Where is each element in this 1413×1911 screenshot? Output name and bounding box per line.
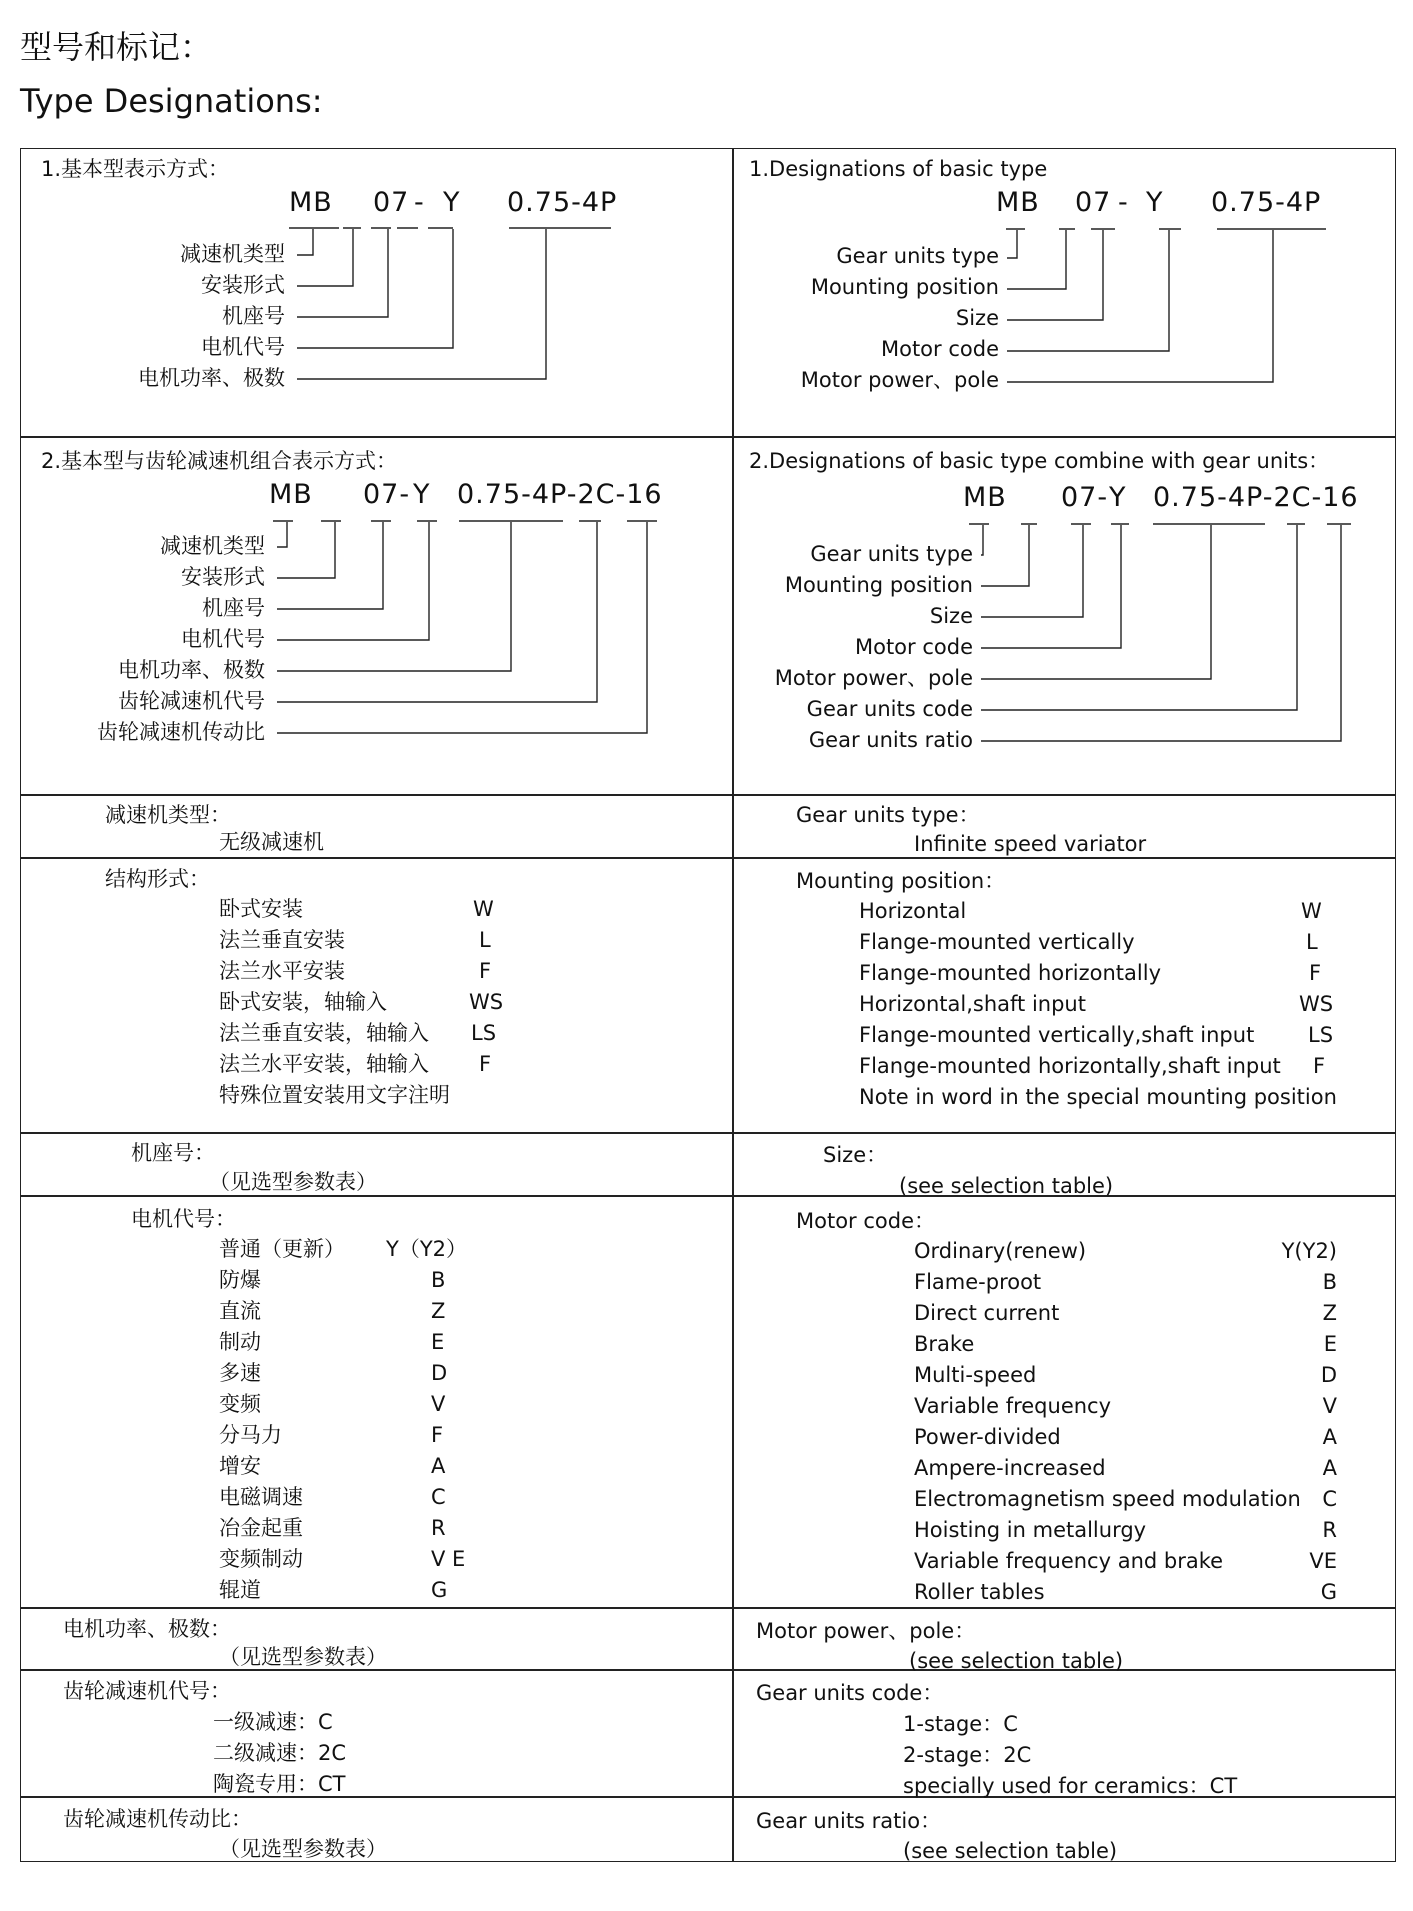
sec1-en-label-power: Motor power、pole bbox=[800, 368, 999, 392]
motor-code-en-row: Power-divided bbox=[914, 1425, 1061, 1449]
motor-power-cn-heading: 电机功率、极数： bbox=[63, 1617, 231, 1641]
gear-code-cn-row: 陶瓷专用：CT bbox=[213, 1772, 346, 1796]
mounting-en-row: Flange-mounted vertically bbox=[859, 930, 1135, 954]
sec2-en-code-mb: MB bbox=[963, 482, 1007, 513]
motor-code-cn-code: V E bbox=[431, 1547, 466, 1571]
motor-code-cn-row: 电磁调速 bbox=[219, 1485, 303, 1509]
row-divider bbox=[21, 857, 1395, 859]
motor-code-cn-row: 普通（更新） bbox=[219, 1237, 345, 1261]
motor-code-en-row: Direct current bbox=[914, 1301, 1060, 1325]
motor-code-cn-row: 分马力 bbox=[219, 1423, 282, 1447]
sec1-cn-label-type: 减速机类型 bbox=[180, 242, 285, 266]
mounting-en-row: Note in word in the special mounting position bbox=[859, 1085, 1337, 1109]
gear-ratio-en-value: (see selection table) bbox=[903, 1839, 1118, 1863]
motor-code-en-code: R bbox=[1322, 1518, 1337, 1542]
sec1-en-label-size: Size bbox=[955, 306, 999, 330]
gear-type-en-heading: Gear units type： bbox=[796, 803, 980, 827]
size-cn-heading: 机座号： bbox=[131, 1141, 215, 1165]
sec2-en-code-power: 0.75-4P-2C-16 bbox=[1153, 482, 1359, 513]
motor-code-cn-code: E bbox=[431, 1330, 445, 1354]
mounting-en-code: WS bbox=[1299, 992, 1334, 1016]
motor-code-cn-row: 辊道 bbox=[219, 1578, 261, 1602]
row-divider bbox=[21, 1607, 1395, 1609]
mounting-en-code: F bbox=[1313, 1054, 1326, 1078]
gear-code-en-row: 1-stage：C bbox=[903, 1712, 1018, 1736]
motor-code-cn-row: 变频 bbox=[219, 1392, 261, 1416]
page-title-en: Type Designations: bbox=[20, 82, 323, 120]
sec1-cn-code-motor: Y bbox=[443, 187, 461, 218]
motor-code-en-row: Flame-proot bbox=[914, 1270, 1042, 1294]
mounting-cn-row: 法兰水平安装，轴输入 bbox=[219, 1052, 429, 1076]
gear-ratio-en-heading: Gear units ratio： bbox=[756, 1809, 942, 1833]
mounting-cn-code: W bbox=[473, 897, 494, 921]
sec2-cn-label-size: 机座号 bbox=[202, 596, 265, 620]
motor-code-cn-row: 防爆 bbox=[219, 1268, 261, 1292]
sec1-cn-heading: 1.基本型表示方式： bbox=[41, 157, 230, 181]
sec2-en-code-motor: Y bbox=[1109, 482, 1127, 513]
sec1-cn-code-power: 0.75-4P bbox=[507, 187, 618, 218]
sec1-cn-code-mb: MB bbox=[289, 187, 333, 218]
sec2-en-label-motor-code: Motor code bbox=[854, 635, 973, 659]
motor-code-en-code: VE bbox=[1309, 1549, 1337, 1573]
mounting-en-heading: Mounting position： bbox=[796, 869, 1006, 893]
motor-code-cn-code: Z bbox=[431, 1299, 446, 1323]
mounting-en-code: W bbox=[1301, 899, 1322, 923]
sec1-cn-label-motor-code: 电机代号 bbox=[201, 335, 285, 359]
sec1-cn-label-size: 机座号 bbox=[222, 304, 285, 328]
motor-code-en-row: Brake bbox=[914, 1332, 975, 1356]
gear-type-en-value: Infinite speed variator bbox=[914, 832, 1147, 856]
motor-code-en-code: C bbox=[1322, 1487, 1337, 1511]
mounting-cn-code: LS bbox=[471, 1021, 497, 1045]
size-en-value: (see selection table) bbox=[899, 1174, 1114, 1198]
mounting-en-row: Flange-mounted horizontally bbox=[859, 961, 1162, 985]
sec2-en-heading: 2.Designations of basic type combine with gear units： bbox=[749, 449, 1330, 473]
motor-power-en-heading: Motor power、pole： bbox=[756, 1619, 976, 1643]
motor-code-en-code: Z bbox=[1322, 1301, 1337, 1325]
gear-code-cn-row: 一级减速：C bbox=[213, 1710, 333, 1734]
sec1-en-label-type: Gear units type bbox=[836, 244, 999, 268]
gear-code-cn-heading: 齿轮减速机代号： bbox=[63, 1679, 231, 1703]
sec2-cn-code-power: 0.75-4P-2C-16 bbox=[457, 479, 663, 510]
motor-code-cn-heading: 电机代号： bbox=[131, 1207, 236, 1231]
mounting-cn-code: L bbox=[479, 928, 491, 952]
motor-code-en-code: Y(Y2) bbox=[1281, 1239, 1337, 1263]
designation-table bbox=[20, 148, 1396, 1862]
motor-code-en-heading: Motor code： bbox=[796, 1209, 936, 1233]
motor-code-cn-row: 增安 bbox=[219, 1454, 261, 1478]
motor-code-en-code: G bbox=[1320, 1580, 1337, 1604]
motor-code-cn-code: C bbox=[431, 1485, 446, 1509]
mounting-en-code: LS bbox=[1308, 1023, 1334, 1047]
mounting-en-row: Flange-mounted vertically,shaft input bbox=[859, 1023, 1255, 1047]
motor-code-cn-row: 变频制动 bbox=[219, 1547, 303, 1571]
sec2-en-label-gear-ratio: Gear units ratio bbox=[808, 728, 973, 752]
motor-code-en-code: D bbox=[1320, 1363, 1337, 1387]
mounting-cn-row: 法兰垂直安装 bbox=[219, 928, 345, 952]
motor-code-cn-code: Y（Y2） bbox=[386, 1237, 468, 1261]
motor-code-en-code: V bbox=[1322, 1394, 1337, 1418]
motor-code-en-row: Hoisting in metallurgy bbox=[914, 1518, 1147, 1542]
mounting-cn-heading: 结构形式： bbox=[105, 867, 210, 891]
mounting-en-row: Horizontal,shaft input bbox=[859, 992, 1086, 1016]
sec1-cn-label-power: 电机功率、极数 bbox=[138, 366, 285, 390]
motor-code-en-code: E bbox=[1323, 1332, 1337, 1356]
motor-code-en-row: Electromagnetism speed modulation bbox=[914, 1487, 1301, 1511]
motor-code-cn-code: F bbox=[431, 1423, 444, 1447]
mounting-cn-row: 特殊位置安装用文字注明 bbox=[219, 1083, 450, 1107]
row-divider bbox=[21, 1195, 1395, 1197]
sec2-en-code-size: 07- bbox=[1061, 482, 1109, 513]
mounting-cn-row: 卧式安装 bbox=[219, 897, 303, 921]
motor-code-cn-code: R bbox=[431, 1516, 446, 1540]
gear-code-en-row: 2-stage：2C bbox=[903, 1743, 1032, 1767]
sec2-cn-label-power: 电机功率、极数 bbox=[118, 658, 265, 682]
mounting-cn-row: 法兰水平安装 bbox=[219, 959, 345, 983]
sec2-en-label-type: Gear units type bbox=[810, 542, 973, 566]
sec2-cn-label-type: 减速机类型 bbox=[160, 534, 265, 558]
sec1-en-code-power: 0.75-4P bbox=[1211, 187, 1322, 218]
motor-power-en-value: (see selection table) bbox=[909, 1649, 1124, 1673]
motor-code-cn-code: V bbox=[431, 1392, 446, 1416]
sec1-cn-label-mounting: 安装形式 bbox=[201, 273, 285, 297]
sec1-en-code-motor: Y bbox=[1146, 187, 1164, 218]
mounting-en-code: L bbox=[1306, 930, 1318, 954]
page-title-cn: 型号和标记： bbox=[20, 28, 213, 66]
motor-code-cn-code: A bbox=[431, 1454, 446, 1478]
mounting-cn-row: 卧式安装，轴输入 bbox=[219, 990, 387, 1014]
sec2-cn-code-mb: MB bbox=[269, 479, 313, 510]
motor-code-cn-code: B bbox=[431, 1268, 446, 1292]
motor-power-cn-value: （见选型参数表） bbox=[219, 1645, 387, 1669]
size-en-heading: Size： bbox=[823, 1143, 888, 1167]
mounting-en-row: Flange-mounted horizontally,shaft input bbox=[859, 1054, 1281, 1078]
mounting-en-row: Horizontal bbox=[859, 899, 967, 923]
gear-type-cn-value: 无级减速机 bbox=[219, 830, 324, 854]
sec2-en-label-gear-code: Gear units code bbox=[806, 697, 973, 721]
motor-code-cn-row: 冶金起重 bbox=[219, 1516, 303, 1540]
sec1-en-code-mb: MB bbox=[996, 187, 1040, 218]
gear-ratio-cn-heading: 齿轮减速机传动比： bbox=[63, 1807, 252, 1831]
sec2-en-leader-lines bbox=[21, 149, 1397, 809]
motor-code-en-row: Variable frequency bbox=[914, 1394, 1112, 1418]
motor-code-en-row: Multi-speed bbox=[914, 1363, 1037, 1387]
sec2-en-label-mounting: Mounting position bbox=[784, 573, 973, 597]
gear-type-cn-heading: 减速机类型： bbox=[105, 803, 231, 827]
row-divider bbox=[21, 1132, 1395, 1134]
motor-code-cn-code: G bbox=[431, 1578, 448, 1602]
sec2-cn-label-gear-code: 齿轮减速机代号 bbox=[118, 689, 265, 713]
motor-code-cn-row: 直流 bbox=[219, 1299, 261, 1323]
motor-code-en-row: Ordinary(renew) bbox=[914, 1239, 1087, 1263]
sec1-cn-code-size: 07 bbox=[373, 187, 410, 218]
sec2-en-label-size: Size bbox=[929, 604, 973, 628]
sec2-cn-code-size: 07- bbox=[363, 479, 411, 510]
motor-code-cn-row: 制动 bbox=[219, 1330, 261, 1354]
motor-code-cn-row: 多速 bbox=[219, 1361, 261, 1385]
sec2-cn-code-motor: Y bbox=[413, 479, 431, 510]
motor-code-en-code: B bbox=[1322, 1270, 1337, 1294]
sec1-en-label-mounting: Mounting position bbox=[810, 275, 999, 299]
motor-code-en-row: Variable frequency and brake bbox=[914, 1549, 1224, 1573]
motor-code-en-row: Roller tables bbox=[914, 1580, 1045, 1604]
motor-code-en-code: A bbox=[1322, 1425, 1337, 1449]
mounting-cn-row: 法兰垂直安装，轴输入 bbox=[219, 1021, 429, 1045]
gear-code-cn-row: 二级减速：2C bbox=[213, 1741, 347, 1765]
sec2-cn-heading: 2.基本型与齿轮减速机组合表示方式： bbox=[41, 449, 398, 473]
sec2-cn-label-motor-code: 电机代号 bbox=[181, 627, 265, 651]
motor-code-cn-code: D bbox=[431, 1361, 448, 1385]
sec1-cn-code-dash: - bbox=[414, 187, 425, 218]
gear-code-en-row: specially used for ceramics：CT bbox=[903, 1774, 1238, 1798]
gear-ratio-cn-value: （见选型参数表） bbox=[219, 1837, 387, 1861]
sec2-cn-label-gear-ratio: 齿轮减速机传动比 bbox=[97, 720, 265, 744]
mounting-cn-code: F bbox=[479, 1052, 492, 1076]
row-divider bbox=[21, 1669, 1395, 1671]
size-cn-value: （见选型参数表） bbox=[209, 1170, 377, 1194]
motor-code-en-row: Ampere-increased bbox=[914, 1456, 1106, 1480]
sec1-en-code-size: 07 bbox=[1075, 187, 1112, 218]
motor-code-en-code: A bbox=[1322, 1456, 1337, 1480]
mounting-cn-code: WS bbox=[469, 990, 504, 1014]
sec1-en-label-motor-code: Motor code bbox=[880, 337, 999, 361]
sec2-cn-label-mounting: 安装形式 bbox=[181, 565, 265, 589]
gear-code-en-heading: Gear units code： bbox=[756, 1681, 944, 1705]
sec2-en-label-power: Motor power、pole bbox=[774, 666, 973, 690]
sec1-en-heading: 1.Designations of basic type bbox=[749, 157, 1048, 181]
mounting-en-code: F bbox=[1309, 961, 1322, 985]
mounting-cn-code: F bbox=[479, 959, 492, 983]
sec1-en-code-dash: - bbox=[1118, 187, 1129, 218]
